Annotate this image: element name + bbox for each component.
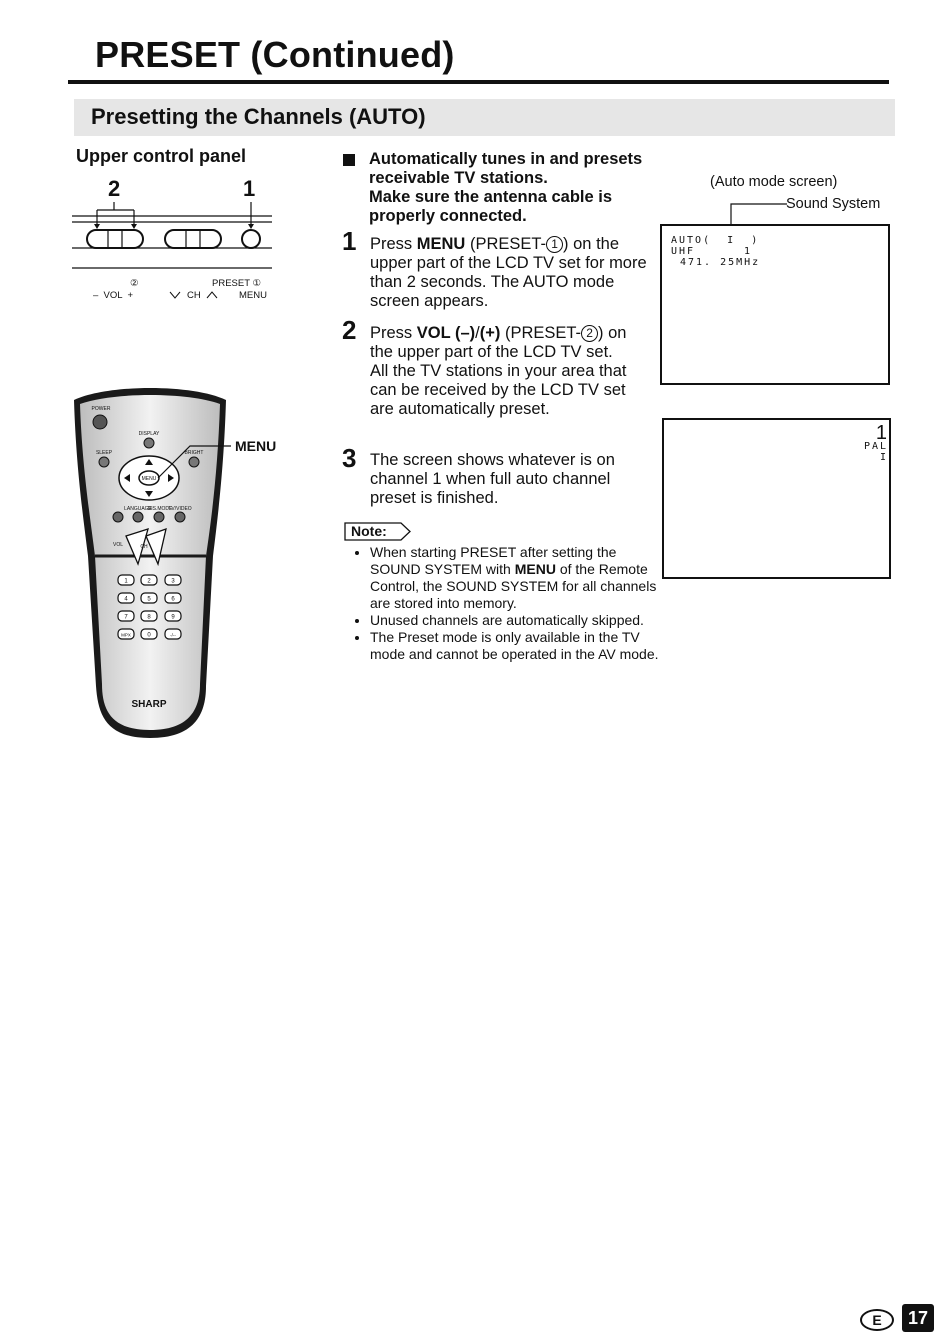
remote-key-0: 0 [147,632,151,639]
remote-tv-video-label: TV/VIDEO [168,506,192,512]
callout-1: 1 [243,176,256,201]
section-title: Presetting the Channels (AUTO) [91,104,426,129]
note-label: Note: [351,523,387,539]
step-1-text: Press MENU (PRESET- 1 ) on the upper part of the LCD TV set for more than 2 seconds. The AUTO mode screen appears. [370,235,647,310]
remote-key-6: 6 [171,596,175,603]
note-item: • Unused channels are automatically skipped. [370,612,670,629]
result-channel: 1 [875,422,887,444]
callout-2: 2 [108,176,121,201]
remote-brand: SHARP [131,699,167,710]
menu-label: MENU [239,290,267,301]
remote-menu-button-label: MENU [141,476,157,482]
step-2-text: Press VOL (–)/(+) (PRESET- 2 ) on the upper part of the LCD TV set. All the TV stations in your area that can be received by the LCD TV set are automatically preset. [370,324,627,418]
remote-key-dash: -/-- [170,632,176,638]
ch-up-icon [205,290,221,300]
ch-label: CH [187,290,201,301]
preset-2-mark: ② [130,278,139,289]
note-item: • When starting PRESET after setting the SOUND SYSTEM with MENU of the Remote Control, the SOUND SYSTEM for all channels are stored into memory. [370,544,670,612]
osd-channel: 1 [744,246,753,257]
remote-control-illustration [68,386,233,741]
remote-key-7: 7 [124,614,128,621]
ch-down-icon [168,290,184,300]
remote-menu-callout: MENU [235,438,277,454]
step-3-text: The screen shows whatever is on channel 1 when full auto channel preset is finished. [370,451,615,507]
remote-key-9: 9 [171,614,175,621]
remote-vol-label: VOL [112,542,124,548]
remote-key-3: 3 [171,578,175,585]
intro-line-2: Make sure the antenna cable is properly connected. [369,188,613,225]
remote-display-label: DISPLAY [138,431,160,437]
intro-line-1: Automatically tunes in and presets receivable TV stations. [369,150,643,187]
sound-system-callout: Sound System [786,196,881,212]
title-rule [68,80,889,84]
page-number: 17 [902,1304,934,1332]
remote-dis-mode-label: DIS.MODE [147,506,173,512]
result-sound: I [879,452,888,463]
note-item: • The Preset mode is only available in the TV mode and cannot be operated in the AV mode. [370,629,670,663]
result-screen [662,418,891,579]
intro-text [369,150,669,226]
auto-mode-caption: (Auto mode screen) [710,174,838,190]
step-2-number: 2 [342,315,357,345]
remote-key-4: 4 [124,596,128,603]
osd-auto-line: AUTO( I ) [671,235,760,246]
preset-1-label: PRESET ① [212,278,261,289]
remote-key-1: 1 [124,578,128,585]
bullet-square [343,154,355,166]
osd-band: UHF [671,246,696,257]
circled-1: 1 [546,236,563,253]
step-1-number: 1 [342,226,357,256]
auto-mode-screen [660,224,890,385]
remote-power-label: POWER [91,406,111,412]
control-panel-heading: Upper control panel [76,146,247,166]
remote-key-5: 5 [147,596,151,603]
control-panel-diagram [68,196,278,276]
result-system: PAL [863,441,888,452]
page-title: PRESET (Continued) [95,34,455,75]
remote-key-2: 2 [147,578,151,585]
circled-2: 2 [581,325,598,342]
remote-sleep-label: SLEEP [95,450,113,456]
note-list [349,544,670,663]
step-3-number: 3 [342,443,357,473]
remote-language-label: LANGUAGE [124,506,152,512]
remote-ch-label: CH [140,544,148,550]
osd-frequency: 471. 25MHz [680,257,761,268]
language-badge: E [860,1309,894,1331]
remote-key-8: 8 [147,614,151,621]
vol-label: – VOL + [93,290,134,301]
remote-bright-label: BRIGHT [184,450,204,456]
remote-key-mpx: MPX [121,632,131,638]
